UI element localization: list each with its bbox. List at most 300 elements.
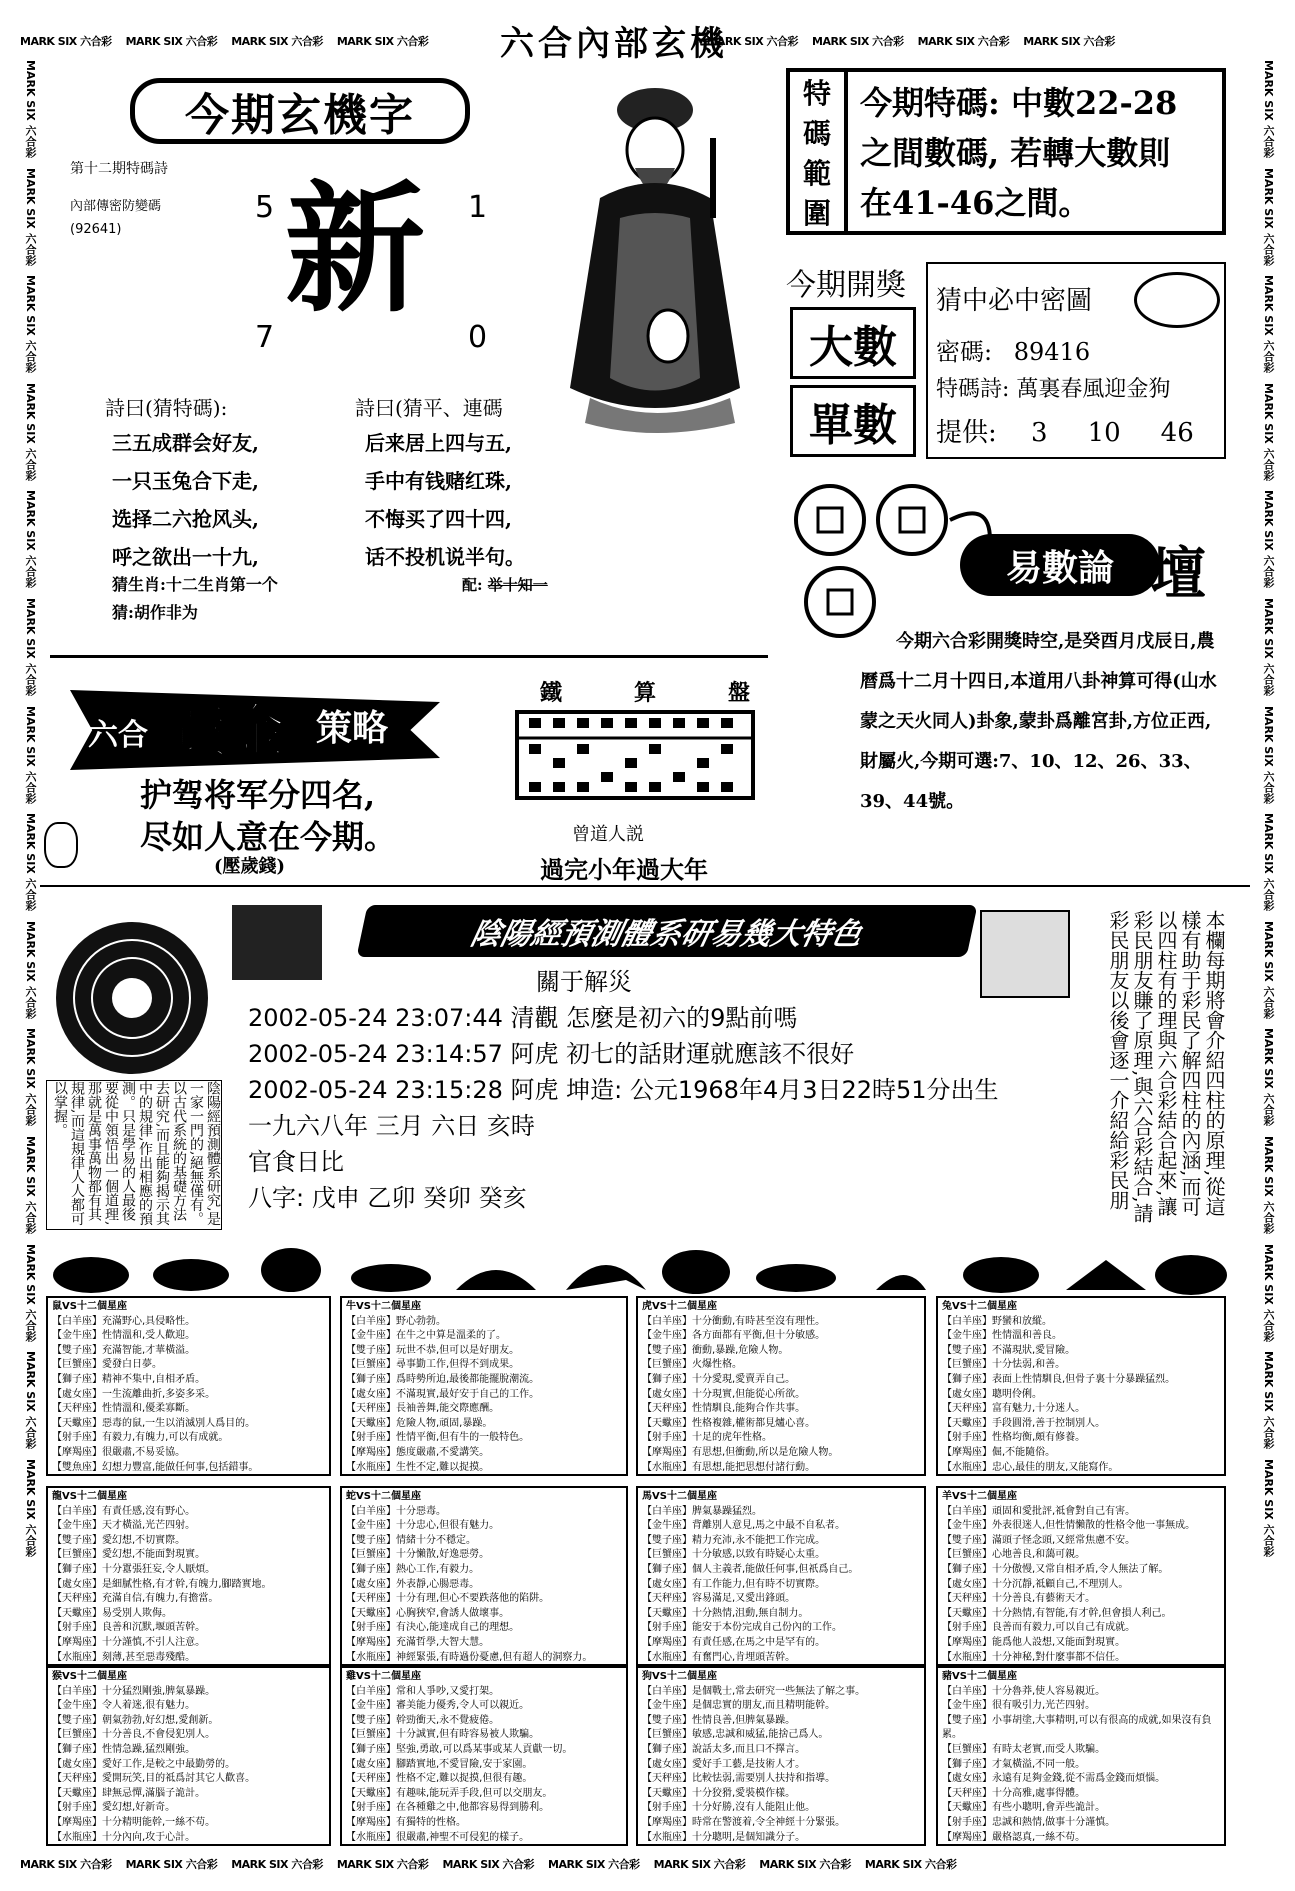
poem-head-left: 詩曰(猜特碼): <box>105 396 228 420</box>
zodiac-row: 【巨蟹座】十分敏感,以致有時疑心太重。 <box>642 1549 826 1561</box>
brand-text: MARK SIX 六合彩 <box>1262 1458 1275 1557</box>
xuanji-big-char: 新 <box>285 168 426 332</box>
zodiac-row: 【白羊座】有責任感,沒有野心。 <box>52 1505 196 1517</box>
zodiac-row: 【處女座】聰明伶俐。 <box>942 1388 1042 1400</box>
poem-line: 话不投机说半句。 <box>365 545 525 569</box>
brand-text: MARK SIX 六合彩 <box>1262 490 1275 589</box>
chat-line: 2002-05-24 23:15:28 阿虎 坤造: 公元1968年4月3日22時51分出生 <box>248 1076 999 1104</box>
brand-text: MARK SIX 六合彩 <box>1262 705 1275 804</box>
poem-head-right: 詩曰(猜平、連碼 <box>355 396 503 420</box>
zodiac-row: 【處女座】是細膩性格,有才幹,有魄力,腳踏實地。 <box>52 1578 272 1590</box>
zodiac-row <box>642 1475 920 1476</box>
zodiac-row: 【巨蟹座】十分誠實,但有時容易被人欺騙。 <box>346 1729 540 1741</box>
poem-line: 一只玉兔合下走, <box>112 469 259 493</box>
zodiac-row: 【天秤座】十分有理,但心不要跌落他的陷阱。 <box>346 1593 550 1605</box>
zodiac-row: 【水瓶座】神經緊張,有時過份憂慮,但有超人的洞察力。 <box>346 1651 593 1663</box>
code-value: 89416 <box>1013 338 1091 366</box>
zodiac-row: 【處女座】不滿現實,最好安于自己的工作。 <box>346 1388 540 1400</box>
zodiac-row: 【巨蟹座】愛幻想,不能面對現實。 <box>52 1549 206 1561</box>
zodiac-row: 【摩羯座】充滿哲學,大智大慧。 <box>346 1636 490 1648</box>
zodiac-row: 【摩羯座】時常在警渡着,令全神經十分緊張。 <box>642 1816 846 1828</box>
xuanji-note1: 第十二期特碼詩 <box>70 161 168 177</box>
brand-text: MARK SIX 六合彩 <box>1262 1136 1275 1234</box>
zodiac-row: 【白羊座】十分惡毒。 <box>346 1505 446 1517</box>
brand-text: MARK SIX 六合彩 <box>1023 35 1115 48</box>
zodiac-row: 【處女座】十分現實,但能從心所欲。 <box>642 1388 806 1400</box>
brand-text: MARK SIX 六合彩 <box>864 1858 957 1871</box>
code-label: 密碼: <box>936 338 993 366</box>
zodiac-row: 【處女座】愛好手工藝,是技術人才。 <box>642 1758 806 1770</box>
provide-label: 提供: <box>936 418 997 448</box>
yishu-title-suffix: 壇 <box>1150 541 1206 607</box>
dragon-picture <box>232 905 322 980</box>
zodiac-row: 【獅子座】個人主義者,能做任何事,但祇爲自己。 <box>642 1563 859 1575</box>
zodiac-row: 【獅子座】性情急躁,猛烈剛強。 <box>52 1743 196 1755</box>
zodiac-row: 【水瓶座】忠心,最佳的朋友,又能寫作。 <box>942 1461 1119 1473</box>
brand-text: MARK SIX 六合彩 <box>442 1858 535 1871</box>
zodiac-table-title: 狗VS十二個星座 <box>642 1671 717 1682</box>
zodiac-table-rabbit <box>936 1296 1226 1476</box>
zodiac-row: 【獅子座】表面上性情馴良,但骨子裏十分暴躁猛烈。 <box>942 1373 1176 1385</box>
zodiac-row: 【摩羯座】態度嚴肅,不愛講笑。 <box>346 1446 490 1458</box>
zodiac-row: 【獅子座】說話太多,而且口不擇言。 <box>642 1743 806 1755</box>
poem-line: 三五成群会好友, <box>112 431 259 455</box>
brand-text: MARK SIX 六合彩 <box>24 60 37 158</box>
zodiac-row: 【獅子座】熱心工作,有毅力。 <box>346 1563 480 1575</box>
zodiac-row: 【白羊座】十分衝動,有時甚至沒有理性。 <box>642 1315 826 1327</box>
abacus-title-char: 盤 <box>727 680 750 706</box>
zodiac-row: 【摩羯座】倔,不能隨俗。 <box>942 1446 1056 1458</box>
brand-text: MARK SIX 六合彩 <box>1262 1351 1275 1449</box>
zodiac-row: 【金牛座】在牛之中算是溫柔的了。 <box>346 1330 506 1342</box>
zodiac-row: 【天秤座】愛開玩笑,目的祗爲討其它人歡喜。 <box>52 1773 256 1785</box>
zodiac-row: 【天秤座】容易滿足,又愛出鋒頭。 <box>642 1593 796 1605</box>
tema-label-char: 範 <box>802 157 831 190</box>
zodiac-row: 【獅子座】十分囂張狂妄,令人厭煩。 <box>52 1563 216 1575</box>
poem-left <box>112 424 259 576</box>
brand-text: MARK SIX 六合彩 <box>653 1858 746 1871</box>
zodiac-row: 【天蠍座】十分熱情,有智能,有才幹,但會損人利己。 <box>942 1607 1172 1619</box>
zodiac-row <box>346 1475 622 1476</box>
brand-text: MARK SIX 六合彩 <box>24 813 37 911</box>
zodiac-row: 【天蠍座】手段圓滑,善于控制別人。 <box>942 1417 1106 1429</box>
golden-line1: 护驾将军分四名, <box>140 776 376 814</box>
zodiac-table-title: 牛VS十二個星座 <box>346 1301 421 1312</box>
poem-label: 特碼詩: <box>936 377 1010 402</box>
zodiac-row: 【巨蟹座】心地善良,和藹可親。 <box>942 1549 1086 1561</box>
zodiac-row: 【金牛座】天才橫溢,光芒四射。 <box>52 1520 196 1532</box>
poem-line: 后来居上四与五, <box>365 431 512 455</box>
brand-text: MARK SIX 六合彩 <box>759 1858 851 1871</box>
zodiac-row: 【摩羯座】嚴格認真,一絲不苟。 <box>942 1831 1086 1843</box>
abacus-saying-label: 曾道人説 <box>572 824 644 845</box>
brand-text: MARK SIX 六合彩 <box>706 35 799 48</box>
zodiac-table-dragon <box>46 1486 331 1666</box>
brand-strip-right <box>1252 60 1276 1850</box>
tema-line: 之間數碼, 若轉大數則 <box>860 134 1171 172</box>
zodiac-row: 【水瓶座】有奮門心,肯埋頭苦幹。 <box>642 1651 796 1663</box>
zodiac-table-pig <box>936 1666 1226 1846</box>
zodiac-row: 【天秤座】性情溫和,優柔寡斷。 <box>52 1403 196 1415</box>
zodiac-table-title: 猴VS十二個星座 <box>52 1671 127 1682</box>
zodiac-row: 【天蠍座】十分狡猾,愛裝模作樣。 <box>642 1787 796 1799</box>
zodiac-row: 【巨蟹座】十分怯弱,和善。 <box>942 1359 1066 1371</box>
zodiac-row: 【獅子座】十分愛現,愛賣弄自己。 <box>642 1373 796 1385</box>
xuanji-note3: (92641) <box>70 222 122 237</box>
secret-box <box>926 262 1226 459</box>
brand-text: MARK SIX 六合彩 <box>20 1858 112 1871</box>
zodiac-row: 【雙子座】小事胡塗,大事精明,可以有很高的成就,如果沒有負累。 <box>942 1714 1212 1741</box>
zodiac-row: 【摩羯座】能爲他人設想,又能面對現實。 <box>942 1636 1126 1648</box>
brand-text: MARK SIX 六合彩 <box>336 35 429 48</box>
zodiac-row <box>942 1475 1220 1476</box>
brand-text: MARK SIX 六合彩 <box>24 705 37 804</box>
chat-line: 官食日比 <box>248 1148 344 1176</box>
zodiac-row: 【天秤座】性情馴良,能夠合作共事。 <box>642 1403 806 1415</box>
zodiac-row: 【金牛座】令人着迷,很有魅力。 <box>52 1700 196 1712</box>
odd-number-text: 單數 <box>809 400 897 451</box>
zodiac-row: 【水瓶座】十分內向,攻于心計。 <box>52 1831 196 1843</box>
golden-title: 黃金 <box>170 697 287 765</box>
abacus-title <box>540 676 750 707</box>
yinyang-banner <box>356 905 977 957</box>
zodiac-row: 【金牛座】審美能力優秀,令人可以親近。 <box>346 1700 530 1712</box>
zodiac-row: 【水瓶座】很嚴肅,神聖不可侵犯的樣子。 <box>346 1831 530 1843</box>
brand-text: MARK SIX 六合彩 <box>917 35 1010 48</box>
zodiac-table-snake <box>340 1486 628 1666</box>
brand-text: MARK SIX 六合彩 <box>24 382 37 481</box>
brand-text: MARK SIX 六合彩 <box>1262 813 1275 911</box>
brand-text: MARK SIX 六合彩 <box>1262 598 1275 696</box>
brand-text: MARK SIX 六合彩 <box>24 598 37 696</box>
zodiac-row: 【射手座】愛幻想,好新奇。 <box>52 1802 176 1814</box>
abacus-saying: 過完小年過大年 <box>540 855 708 884</box>
zodiac-row: 【白羊座】十分魯莽,使人容易親近。 <box>942 1685 1106 1697</box>
yinyang-banner-text: 陰陽經預測體系研易幾大特色 <box>467 917 865 952</box>
brand-strip-left <box>14 60 38 1850</box>
brand-text: MARK SIX 六合彩 <box>24 1243 37 1342</box>
zodiac-table-title: 馬VS十二個星座 <box>642 1491 717 1502</box>
divider <box>40 885 1250 887</box>
guess-zodiac: 猜生肖:十二生肖第一个 <box>112 575 278 594</box>
page-title: 六合內部玄機 <box>500 24 728 64</box>
brand-text: MARK SIX 六合彩 <box>812 35 904 48</box>
zodiac-row: 【摩羯座】有思想,但衝動,所以是危險人物。 <box>642 1446 839 1458</box>
zodiac-table-ox <box>340 1296 628 1476</box>
brand-text: MARK SIX 六合彩 <box>24 167 37 266</box>
yinyang-right-col: 本欄每期將會介紹四柱的原理,從這樣有助于彩民了解四柱的內涵,而可以四柱有的理與六合彩結合起來,讓彩民朋友賺了原理,與六合彩結合,請彩民朋友以後會逐一介紹給彩民朋 <box>1106 910 1226 1223</box>
zodiac-row: 【天秤座】十分善良,有藝術天才。 <box>942 1593 1096 1605</box>
zodiac-table-tiger <box>636 1296 926 1476</box>
yishu-text: 今期六合彩開獎時空,是癸酉月戊辰日,農曆爲十二月十四日,本道用八卦神算可得(山水蒙之天火同人)卦象,蒙卦爲離宮卦,方位正西,財屬火,今期可選:7、10、12、26、33、39、44號。 <box>860 631 1217 812</box>
abacus-illustration <box>515 710 755 800</box>
zodiac-row: 【天蠍座】有趣味,能玩弄手段,但可以交朋友。 <box>346 1787 553 1799</box>
brand-text: MARK SIX 六合彩 <box>1262 1028 1275 1127</box>
zodiac-row: 【摩羯座】有獨特的性格。 <box>346 1816 466 1828</box>
corner-number: 0 <box>468 320 488 355</box>
golden-line2: 尽如人意在今期。 <box>140 818 397 856</box>
zodiac-row: 【金牛座】背離別人意見,馬之中最不自私者。 <box>642 1520 846 1532</box>
zodiac-row: 【摩羯座】十分謹慎,不引人注意。 <box>52 1636 206 1648</box>
divider <box>50 655 768 658</box>
zodiac-table-title: 豬VS十二個星座 <box>942 1671 1017 1682</box>
zodiac-row: 【摩羯座】有責任感,在馬之中是罕有的。 <box>642 1636 826 1648</box>
zodiac-row: 【雙子座】愛幻想,不切實際。 <box>52 1534 186 1546</box>
zodiac-row: 【天蠍座】性格複雜,權術都見爐心喜。 <box>642 1417 816 1429</box>
yishu-title: 易數論 <box>1005 546 1114 589</box>
brand-text: MARK SIX 六合彩 <box>548 1858 640 1871</box>
zodiac-row: 【獅子座】才氣橫溢,不同一般。 <box>942 1758 1086 1770</box>
zodiac-animal-strip <box>46 1240 1231 1300</box>
zodiac-row: 【金牛座】十分忠心,但很有魅力。 <box>346 1520 500 1532</box>
astro-picture <box>980 910 1070 998</box>
zodiac-row: 【雙子座】精力充沛,永不能把工作完成。 <box>642 1534 826 1546</box>
brand-text: MARK SIX 六合彩 <box>1262 382 1275 481</box>
zodiac-row: 【巨蟹座】有時太老實,而受人欺騙。 <box>942 1743 1106 1755</box>
zodiac-row: 【金牛座】外表很迷人,但性情懶散的性格令他一事無成。 <box>942 1520 1196 1532</box>
zodiac-row: 【金牛座】是個忠實的朋友,而且精明能幹。 <box>642 1700 836 1712</box>
zodiac-row <box>942 1845 1220 1846</box>
zodiac-table-title: 鼠VS十二個星座 <box>52 1301 127 1312</box>
zodiac-row: 【白羊座】是個戰士,常去研究一些無法了解之事。 <box>642 1685 866 1697</box>
code-row <box>936 332 1090 367</box>
tema-label-char: 圍 <box>802 197 831 230</box>
zodiac-row: 【射手座】良善而有毅力,可以自己有成就。 <box>942 1622 1136 1634</box>
zodiac-row: 【雙魚座】幻想力豐富,能做任何事,包括錯事。 <box>52 1461 259 1473</box>
golden-suffix: 策略 <box>316 707 389 749</box>
zodiac-row: 【水瓶座】有思想,能把思想付諸行動。 <box>642 1461 816 1473</box>
zodiac-row: 【處女座】十分沉靜,祗顧自己,不理別人。 <box>942 1578 1129 1590</box>
yinyang-left-col: 陰陽經預測體系研究,是一家一門的,絕無僅有。以古代系統的基礎方法去研究,而且能夠揭示其中的規律,作出相應的預測。只是學易的人最後要從中領悟出一個道理,那就是萬事萬物都有其規律,而這規律人人都可以掌握。 <box>46 1080 222 1230</box>
poem-right <box>365 424 525 576</box>
golden-prefix: 六合 <box>88 718 148 753</box>
zodiac-row: 【雙子座】幹勁衝天,永不覺疲倦。 <box>346 1714 500 1726</box>
abacus-title-char: 算 <box>633 680 656 706</box>
seal-stamp <box>44 822 78 868</box>
zodiac-row: 【獅子座】十分傲慢,又常自相矛盾,令人無法了解。 <box>942 1563 1169 1575</box>
zodiac-row: 【射手座】性格均衡,頗有修養。 <box>942 1432 1086 1444</box>
secret-title: 猜中必中密圖 <box>936 286 1093 316</box>
zodiac-row: 【天蠍座】心胸狹窄,會誘人做壞事。 <box>346 1607 510 1619</box>
zodiac-row: 【射手座】十足的虎年性格。 <box>642 1432 772 1444</box>
yinyang-subtitle: 關于解災 <box>536 968 632 996</box>
zodiac-row: 【金牛座】性情溫和,受人歡迎。 <box>52 1330 196 1342</box>
guess-pair-value: 举十知一 <box>487 576 548 594</box>
tema-lines <box>860 78 1177 228</box>
zodiac-table-dog <box>636 1666 926 1846</box>
corner-number: 5 <box>255 190 275 225</box>
big-number-box <box>790 307 916 379</box>
zodiac-row: 【巨蟹座】愛發白日夢。 <box>52 1359 162 1371</box>
zodiac-row: 【獅子座】爲時勢所迫,最後都能擺脫潮流。 <box>346 1373 540 1385</box>
zodiac-row: 【雙子座】朝氣勃勃,好幻想,愛創新。 <box>52 1714 219 1726</box>
zodiac-row: 【摩羯座】很嚴肅,不易妥協。 <box>52 1446 186 1458</box>
poem-line: 不悔买了四十四, <box>365 507 512 531</box>
zodiac-table-rooster <box>340 1666 628 1846</box>
xuanji-banner <box>130 78 470 144</box>
brand-strip-bottom <box>20 1851 1275 1877</box>
zodiac-row: 【白羊座】野蠻和放縱。 <box>942 1315 1052 1327</box>
zodiac-row: 【射手座】有決心,能達成自己的理想。 <box>346 1622 520 1634</box>
zodiac-row: 【天秤座】富有魅力,十分迷人。 <box>942 1403 1086 1415</box>
big-number-text: 大數 <box>809 322 897 373</box>
sage-illustration <box>560 58 760 438</box>
zodiac-row: 【巨蟹座】敏感,忠誠和威猛,能捨己爲人。 <box>642 1729 829 1741</box>
zodiac-row: 【天蠍座】肆無忌憚,滿腦子詭計。 <box>52 1787 206 1799</box>
tema-label-char: 碼 <box>802 117 831 150</box>
zodiac-row: 【天秤座】性格不定,難以捉摸,但很有趣。 <box>346 1773 533 1785</box>
zodiac-row: 【金牛座】各方面都有平衡,但十分敏感。 <box>642 1330 826 1342</box>
zodiac-row: 【雙子座】玩世不恭,但可以是好朋友。 <box>346 1344 520 1356</box>
zodiac-row: 【天蠍座】惡毒的鼠,一生以消滅別人爲目的。 <box>52 1417 256 1429</box>
zodiac-row: 【射手座】有毅力,有魄力,可以有成就。 <box>52 1432 229 1444</box>
tema-line: 今期特碼: 中數22-28 <box>860 84 1178 122</box>
zodiac-row: 【處女座】一生流離曲折,多姿多采。 <box>52 1388 216 1400</box>
zodiac-row: 【射手座】十分好勝,沒有人能阻止他。 <box>642 1802 816 1814</box>
zodiac-row <box>346 1845 622 1846</box>
zodiac-table-rat <box>46 1296 331 1476</box>
brand-text: MARK SIX 六合彩 <box>1262 60 1275 158</box>
zodiac-row: 【白羊座】頑固和愛批評,祗會對自己有害。 <box>942 1505 1136 1517</box>
zodiac-row: 【天秤座】長袖善舞,能交際應酬。 <box>346 1403 500 1415</box>
brand-text: MARK SIX 六合彩 <box>231 35 323 48</box>
brand-text: MARK SIX 六合彩 <box>24 920 37 1019</box>
golden-source: (壓歲錢) <box>214 856 286 877</box>
zodiac-row: 【處女座】有工作能力,但有時不切實際。 <box>642 1578 826 1590</box>
kaijiang-title: 今期開獎 <box>786 268 906 303</box>
brand-text: MARK SIX 六合彩 <box>1262 1243 1275 1342</box>
zodiac-table-title: 虎VS十二個星座 <box>642 1301 717 1312</box>
zodiac-row: 【雙子座】不滿現狀,愛冒險。 <box>942 1344 1076 1356</box>
zodiac-row: 【射手座】在各種雞之中,他都容易得到勝利。 <box>346 1802 550 1814</box>
zodiac-row: 【雙子座】滿頭子怪念頭,又經常焦慮不安。 <box>942 1534 1136 1546</box>
poem-line: 手中有钱赌红珠, <box>365 469 512 493</box>
tema-box <box>786 68 1226 235</box>
provide-value: 3 <box>1031 418 1048 448</box>
guess-last: 猜:胡作非为 <box>112 603 198 622</box>
brand-text: MARK SIX 六合彩 <box>125 1858 218 1871</box>
brand-text: MARK SIX 六合彩 <box>24 275 37 373</box>
zodiac-row: 【巨蟹座】十分善良,不會侵犯別人。 <box>52 1729 216 1741</box>
zodiac-row: 【金牛座】性情溫和善良。 <box>942 1330 1062 1342</box>
zodiac-row: 【金牛座】很有吸引力,光芒四射。 <box>942 1700 1096 1712</box>
yishu-banner <box>960 534 1160 596</box>
brand-text: MARK SIX 六合彩 <box>24 1028 37 1127</box>
zodiac-row: 【水瓶座】十分神秘,對什麼事都不信任。 <box>942 1651 1126 1663</box>
zodiac-table-title: 羊VS十二個星座 <box>942 1491 1017 1502</box>
zodiac-row: 【射手座】能安于本份完成自己份內的工作。 <box>642 1622 842 1634</box>
zodiac-row: 【處女座】愛好工作,是較之中最勤勞的。 <box>52 1758 236 1770</box>
compass-illustration <box>52 918 212 1078</box>
zodiac-row: 【水瓶座】十分聰明,是個知識分子。 <box>642 1831 806 1843</box>
zodiac-row: 【天蠍座】有些小聰明,會弄些詭計。 <box>942 1802 1106 1814</box>
zodiac-row: 【處女座】永遠有足夠金錢,從不需爲金錢而煩惱。 <box>942 1773 1166 1785</box>
zodiac-table-title: 蛇VS十二個星座 <box>346 1491 421 1502</box>
tema-label-char: 特 <box>802 77 831 110</box>
zodiac-row: 【摩羯座】十分精明能幹,一絲不苟。 <box>52 1816 216 1828</box>
provide-value: 46 <box>1160 418 1194 448</box>
zodiac-table-goat <box>936 1486 1226 1666</box>
zodiac-row: 【白羊座】脾氣暴躁猛烈。 <box>642 1505 762 1517</box>
zodiac-row: 【巨蟹座】火爆性格。 <box>642 1359 742 1371</box>
poem-line: 选择二六抢风头, <box>112 507 259 531</box>
brand-text: MARK SIX 六合彩 <box>231 1858 323 1871</box>
zodiac-row: 【水瓶座】生性不定,難以捉摸。 <box>346 1461 490 1473</box>
zodiac-table-monkey <box>46 1666 331 1846</box>
xuanji-banner-text: 今期玄機字 <box>185 90 415 141</box>
poem-row <box>936 372 1170 403</box>
zodiac-row: 【雙子座】充滿智能,才華橫溢。 <box>52 1344 196 1356</box>
zodiac-row: 【獅子座】堅強,勇敢,可以爲某事或某人貢獻一切。 <box>346 1743 573 1755</box>
brand-text: MARK SIX 六合彩 <box>24 490 37 589</box>
zodiac-row: 【處女座】外表靜,心腸惡毒。 <box>346 1578 480 1590</box>
chat-line: 2002-05-24 23:14:57 阿虎 初七的話財運就應該不很好 <box>248 1040 855 1068</box>
brand-text: MARK SIX 六合彩 <box>336 1858 429 1871</box>
zodiac-table-title: 兔VS十二個星座 <box>942 1301 1017 1312</box>
zodiac-row: 【射手座】性情平衡,但有牛的一般特色。 <box>346 1432 530 1444</box>
zodiac-row: 【天秤座】充滿自信,有魄力,有擔當。 <box>52 1593 219 1605</box>
zodiac-row: 【射手座】忠誠和熱情,做事十分謹慎。 <box>942 1816 1116 1828</box>
zodiac-row <box>52 1475 325 1476</box>
zodiac-row: 【天蠍座】危險人物,頑固,暴躁。 <box>346 1417 493 1429</box>
zodiac-row: 【白羊座】常和人爭吵,又愛打架。 <box>346 1685 500 1697</box>
zodiac-row: 【天蠍座】易受別人欺侮。 <box>52 1607 172 1619</box>
abacus-title-char: 鐵 <box>540 680 563 706</box>
brand-text: MARK SIX 六合彩 <box>1262 275 1275 373</box>
poem-value: 萬裏春風迎金狗 <box>1016 377 1171 402</box>
brand-text: MARK SIX 六合彩 <box>125 35 218 48</box>
zodiac-row: 【處女座】腳踏實地,不愛冒險,安于家園。 <box>346 1758 533 1770</box>
guess-pair <box>462 574 548 595</box>
guess-pair-label: 配: <box>462 576 483 594</box>
zodiac-row <box>52 1845 325 1846</box>
zodiac-row: 【射手座】良善和沉默,堰頭苦幹。 <box>52 1622 206 1634</box>
zodiac-row: 【雙子座】衝動,暴躁,危險人物。 <box>642 1344 789 1356</box>
zodiac-row: 【巨蟹座】十分懶散,好逸惡勞。 <box>346 1549 490 1561</box>
zodiac-row: 【天蠍座】十分熱情,沮動,無自制力。 <box>642 1607 809 1619</box>
chat-line: 2002-05-24 23:07:44 清觀 怎麼是初六的9點前嗎 <box>248 1004 798 1032</box>
chat-line: 一九六八年 三月 六日 亥時 <box>248 1112 535 1140</box>
corner-number: 7 <box>255 320 275 355</box>
chat-log <box>248 1000 999 1216</box>
zodiac-row: 【獅子座】精神不集中,自相矛盾。 <box>52 1373 206 1385</box>
xuanji-note2: 內部傳密防變碼 <box>70 199 162 214</box>
odd-number-box <box>790 385 916 457</box>
provide-row <box>936 412 1194 449</box>
brand-text: MARK SIX 六合彩 <box>24 1458 37 1557</box>
brand-text: MARK SIX 六合彩 <box>24 1351 37 1449</box>
zodiac-table-title: 雞VS十二個星座 <box>346 1671 421 1682</box>
tema-label-col <box>790 72 848 231</box>
zodiac-row: 【天秤座】十分高雅,處事得體。 <box>942 1787 1086 1799</box>
secret-seal <box>1134 272 1220 328</box>
zodiac-table-horse <box>636 1486 926 1666</box>
tema-line: 在41-46之間。 <box>860 184 1091 222</box>
zodiac-row: 【巨蟹座】尋事勤工作,但得不到成果。 <box>346 1359 520 1371</box>
brand-text: MARK SIX 六合彩 <box>20 35 112 48</box>
zodiac-row: 【水瓶座】刻薄,甚至惡毒殘酷。 <box>52 1651 196 1663</box>
zodiac-table-title: 龍VS十二個星座 <box>52 1491 127 1502</box>
zodiac-row: 【雙子座】情緒十分不穩定。 <box>346 1534 476 1546</box>
zodiac-row: 【天秤座】比較怯弱,需要別人扶持和指導。 <box>642 1773 836 1785</box>
corner-number: 1 <box>468 190 488 225</box>
brand-text: MARK SIX 六合彩 <box>24 1136 37 1234</box>
zodiac-row <box>642 1845 920 1846</box>
zodiac-row: 【白羊座】野心勃勃。 <box>346 1315 446 1327</box>
brand-text: MARK SIX 六合彩 <box>1262 920 1275 1019</box>
poem-line: 呼之欲出一十九, <box>112 545 259 569</box>
zodiac-row: 【白羊座】充滿野心,具侵略性。 <box>52 1315 196 1327</box>
